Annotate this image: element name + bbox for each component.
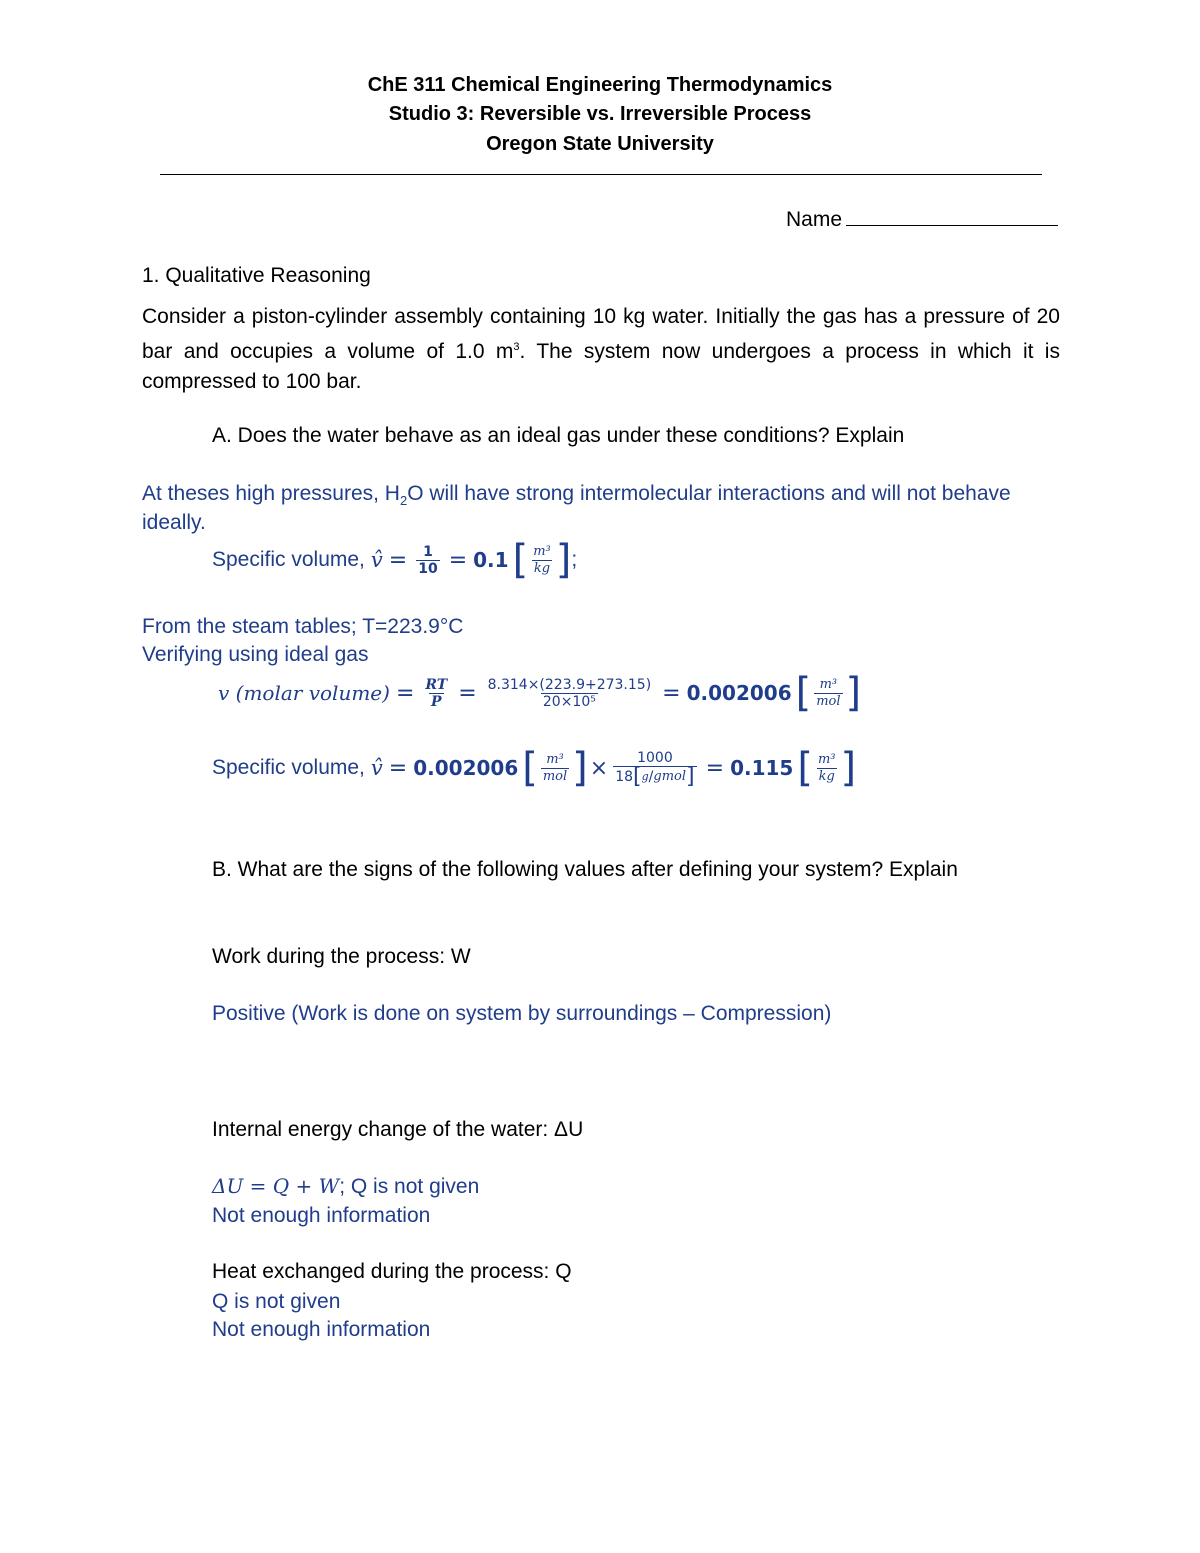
course-title: ChE 311 Chemical Engineering Thermodynamics bbox=[367, 74, 833, 96]
specific-volume-conversion: Specific volume, v̂ = 0.002006 [ $\frac{\text{m³}}{\text{mol}}$ ] × 1000 18 [ g / gmol ] = 0.115 [ $\frac{\text{m³}}{kg}$ ] bbox=[212, 745, 857, 791]
steam-tables-line: From the steam tables; T=223.9°C bbox=[142, 615, 464, 638]
name-field[interactable] bbox=[786, 205, 1058, 232]
specific-volume-equation: Specific volume, v̂ = $\frac{1}{10}$ = 0.1 [ $\frac{\text{m³}}{kg}$ ] ; bbox=[212, 537, 578, 583]
part-a-answer-line2: ideally. bbox=[142, 511, 206, 534]
university-name: Oregon State University bbox=[486, 133, 714, 155]
studio-title: Studio 3: Reversible vs. Irreversible Process bbox=[388, 103, 812, 125]
name-blank-line[interactable] bbox=[846, 205, 1058, 226]
name-label: Name bbox=[786, 208, 843, 231]
part-a-question: A. Does the water behave as an ideal gas under these conditions? Explain bbox=[212, 424, 905, 447]
work-label: Work during the process: W bbox=[212, 945, 471, 968]
verify-line: Verifying using ideal gas bbox=[142, 643, 369, 666]
section-title: 1. Qualitative Reasoning bbox=[142, 264, 371, 287]
molar-volume-equation: v (molar volume) = $\frac{RT}{P}$ = $\frac{8.314\times(223.9+273.15)}{\text{20×10⁵}}$ = 0.002006 [ $\frac{\text{m³}}{\text{mol}}$ ] bbox=[218, 670, 862, 716]
heat-label: Heat exchanged during the process: Q bbox=[212, 1260, 572, 1283]
header-divider bbox=[160, 174, 1042, 175]
part-a-answer-line1: At theses high pressures, $H_2O$ will have strong intermolecular interactions and will not behave bbox=[142, 482, 1011, 509]
part-b-question: B. What are the signs of the following values after defining your system? Explain bbox=[212, 858, 958, 881]
work-answer: Positive (Work is done on system by surroundings – Compression) bbox=[212, 1002, 832, 1025]
heat-answer-line1: Q is not given bbox=[212, 1290, 341, 1313]
heat-answer-line2: Not enough information bbox=[212, 1318, 431, 1341]
problem-statement: Consider a piston-cylinder assembly containing 10 kg water. Initially the gas has a pressure of 20 bar and occupies a volume of 1.0 $m^3$. The system now undergoes a process in which it is compressed to 100 bar. bbox=[142, 305, 1060, 393]
internal-energy-equation: ΔU = Q + W; Q is not given bbox=[212, 1174, 480, 1198]
internal-energy-answer: Not enough information bbox=[212, 1204, 431, 1227]
internal-energy-label: Internal energy change of the water: ΔU bbox=[212, 1118, 584, 1141]
